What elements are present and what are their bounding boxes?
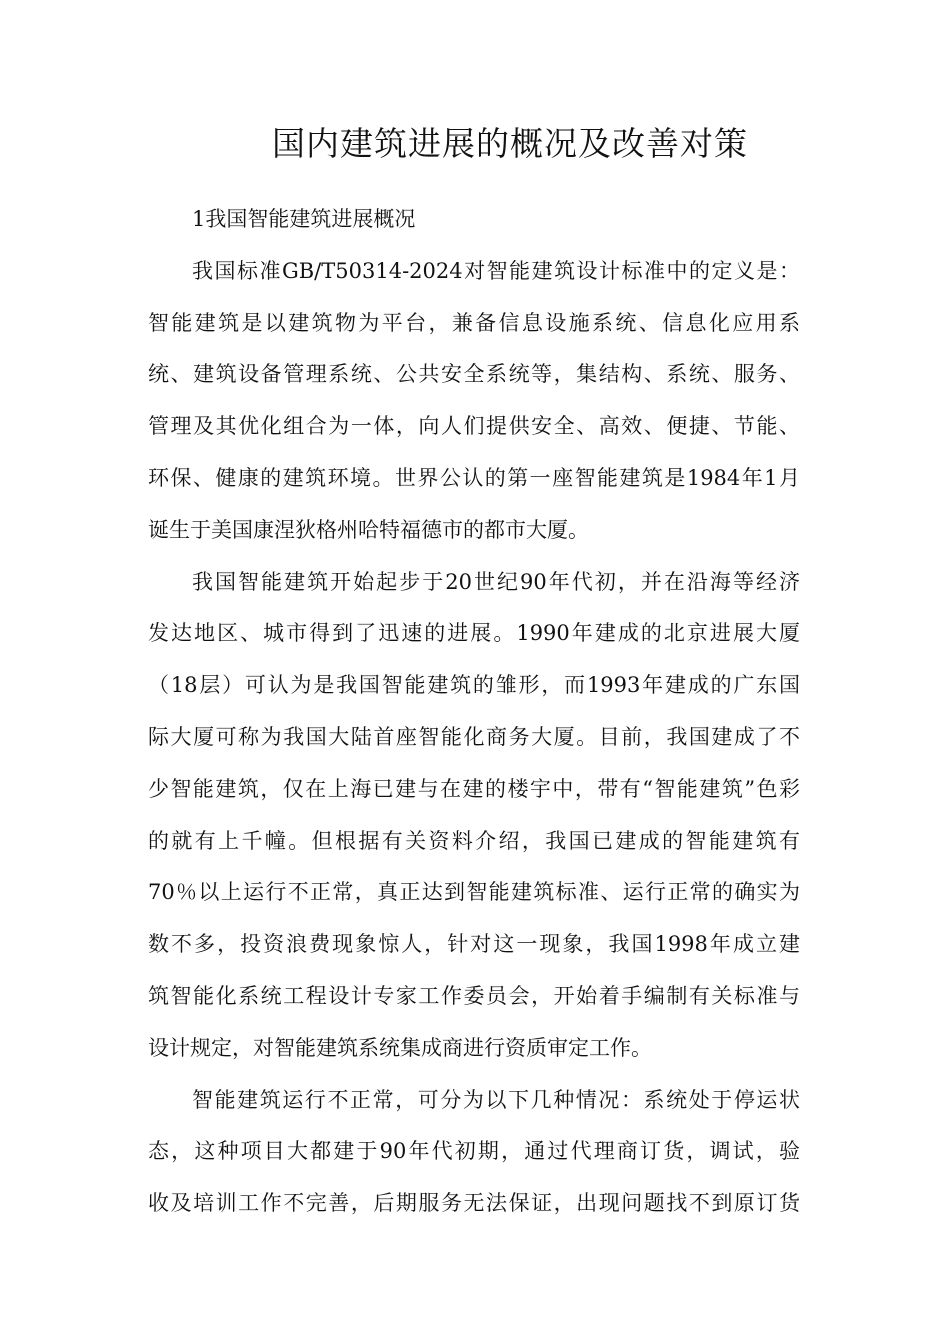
paragraph-3 — [148, 1075, 800, 1230]
text-line: （18层）可认为是我国智能建筑的雏形，而1993年建成的广东国 — [148, 673, 800, 698]
text-line: 智能建筑运行不正常，可分为以下几种情况：系统处于停运状 — [192, 1087, 800, 1112]
text-line: 我国智能建筑开始起步于20世纪90年代初，并在沿海等经济 — [192, 569, 800, 594]
text-line: 我国标准GB/T50314-2024对智能建筑设计标准中的定义是： — [192, 258, 800, 283]
text-line: 设计规定，对智能建筑系统集成商进行资质审定工作。 — [148, 1035, 652, 1060]
text-line: 际大厦可称为我国大陆首座智能化商务大厦。目前，我国建成了不 — [148, 724, 800, 749]
text-line: 筑智能化系统工程设计专家工作委员会，开始着手编制有关标准与 — [148, 983, 800, 1008]
text-line: 少智能建筑，仅在上海已建与在建的楼宇中，带有“智能建筑”色彩 — [148, 776, 800, 801]
paragraph-2 — [148, 557, 800, 1075]
text-line: 的就有上千幢。但根据有关资料介绍，我国已建成的智能建筑有 — [148, 828, 800, 853]
document-body — [148, 194, 800, 1230]
text-line: 收及培训工作不完善，后期服务无法保证，出现问题找不到原订货 — [148, 1191, 800, 1216]
text-line: 智能建筑是以建筑物为平台，兼备信息设施系统、信息化应用系 — [148, 310, 800, 335]
text-line: 环保、健康的建筑环境。世界公认的第一座智能建筑是1984年1月 — [148, 465, 800, 490]
section-heading: 1我国智能建筑进展概况 — [192, 207, 416, 231]
text-line: 数不多，投资浪费现象惊人，针对这一现象，我国1998年成立建 — [148, 932, 800, 957]
text-line: 态，这种项目大都建于90年代初期，通过代理商订货，调试，验 — [148, 1139, 800, 1164]
text-line: 发达地区、城市得到了迅速的进展。1990年建成的北京进展大厦 — [148, 621, 800, 646]
text-line: 统、建筑设备管理系统、公共安全系统等，集结构、系统、服务、 — [148, 362, 800, 387]
text-line: 诞生于美国康涅狄格州哈特福德市的都市大厦。 — [148, 517, 589, 542]
text-line: 70％以上运行不正常，真正达到智能建筑标准、运行正常的确实为 — [148, 880, 800, 905]
document-title: 国内建筑进展的概况及改善对策 — [272, 124, 748, 163]
paragraph-1 — [148, 246, 800, 557]
text-line: 管理及其优化组合为一体，向人们提供安全、高效、便捷、节能、 — [148, 414, 800, 439]
